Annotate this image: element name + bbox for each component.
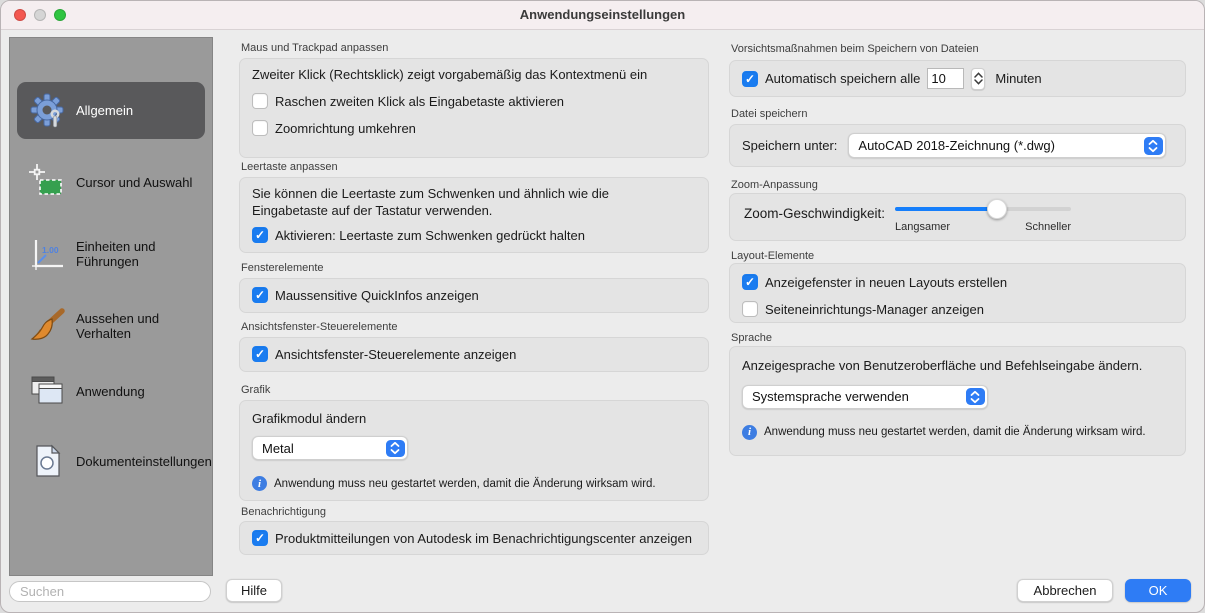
chevron-updown-icon — [966, 388, 985, 405]
section-box-viewport-controls — [239, 337, 709, 372]
checkbox-icon[interactable] — [252, 120, 268, 136]
autosave-interval-input[interactable] — [927, 68, 964, 89]
help-button[interactable]: Hilfe — [226, 579, 282, 602]
checkbox-icon[interactable]: ✓ — [742, 71, 758, 87]
section-box-zoom — [729, 193, 1186, 241]
file-format-dropdown[interactable] — [848, 133, 1166, 158]
sidebar-item-label: Einheiten und Führungen — [76, 239, 156, 269]
checkbox-label: Anzeigefenster in neuen Layouts erstellen — [765, 275, 1008, 290]
slider-thumb[interactable] — [987, 199, 1007, 219]
section-header-language: Sprache — [731, 332, 772, 344]
units-icon — [27, 235, 67, 273]
section-header-notification: Benachrichtigung — [241, 506, 327, 518]
ok-button[interactable]: OK — [1125, 579, 1191, 602]
chevron-updown-icon — [386, 440, 405, 457]
checkbox-label: Seiteneinrichtungs-Manager anzeigen — [765, 302, 984, 317]
checkbox-row-spacebar-pan[interactable] — [252, 227, 696, 244]
info-icon: i — [252, 476, 267, 491]
right-settings-column — [729, 1, 1186, 613]
language-restart-note — [742, 425, 1173, 440]
checkbox-label: Produktmitteilungen von Autodesk im Benachrichtigungscenter anzeigen — [275, 530, 692, 546]
sidebar-item-label: Allgemein — [76, 103, 134, 118]
checkbox-icon[interactable]: ✓ — [252, 287, 268, 303]
sidebar-item-label: Aussehen und Verhalten — [76, 311, 160, 341]
sidebar-item-aussehen-und-verhalten[interactable] — [10, 298, 212, 354]
note-text: Anwendung muss neu gestartet werden, damit die Änderung wirksam wird. — [274, 477, 656, 490]
autosave-unit-label: Minuten — [995, 71, 1042, 86]
section-box-spacebar — [239, 177, 709, 253]
appearance-icon — [27, 307, 67, 345]
info-icon: i — [742, 425, 757, 440]
checkbox-row-viewport-controls[interactable] — [252, 346, 516, 363]
mouse-description: Zweiter Klick (Rechtsklick) zeigt vorgabemäßig das Kontextmenü ein — [252, 67, 648, 82]
svg-text:1.00: 1.00 — [42, 245, 59, 255]
sidebar-item-allgemein[interactable] — [10, 82, 212, 139]
checkbox-icon[interactable] — [742, 301, 758, 317]
dropdown-selected-value: AutoCAD 2018-Zeichnung (*.dwg) — [858, 138, 1055, 153]
section-header-viewport-controls: Ansichtsfenster-Steuerelemente — [241, 321, 398, 333]
cursor-selection-icon — [27, 163, 67, 201]
checkbox-icon[interactable] — [252, 93, 268, 109]
close-button[interactable] — [14, 9, 26, 21]
slider-max-label: Schneller — [1025, 221, 1071, 233]
zoom-speed-label: Zoom-Geschwindigkeit: — [744, 206, 886, 221]
checkbox-label: Raschen zweiten Klick als Eingabetaste aktivieren — [275, 93, 565, 109]
section-header-zoom: Zoom-Anpassung — [731, 179, 818, 191]
section-box-graphics — [239, 400, 709, 501]
section-box-notification — [239, 521, 709, 555]
section-box-file-save — [729, 124, 1186, 167]
spacebar-description: Sie können die Leertaste zum Schwenken und ähnlich wie die Eingabetaste auf der Tastatur verwenden. — [252, 186, 610, 218]
sidebar-item-anwendung[interactable] — [10, 370, 212, 412]
section-box-layout — [729, 263, 1186, 323]
autosave-row — [742, 68, 1042, 90]
sidebar-item-label: Dokumenteinstellungen — [76, 453, 212, 469]
save-as-label: Speichern unter: — [742, 138, 838, 153]
section-header-mouse: Maus und Trackpad anpassen — [241, 42, 389, 54]
checkbox-icon[interactable]: ✓ — [252, 346, 268, 362]
checkbox-icon[interactable]: ✓ — [252, 227, 268, 243]
sidebar — [9, 37, 213, 576]
section-header-window-elements: Fensterelemente — [241, 262, 324, 274]
graphics-restart-note — [252, 476, 696, 491]
slider-min-label: Langsamer — [895, 221, 951, 233]
section-box-mouse — [239, 58, 709, 158]
gear-icon — [27, 92, 67, 130]
cancel-button[interactable]: Abbrechen — [1017, 579, 1113, 602]
checkbox-row-quick-second-click[interactable] — [252, 93, 696, 110]
section-header-autosave: Vorsichtsmaßnahmen beim Speichern von Dateien — [731, 43, 979, 55]
checkbox-label: Aktivieren: Leertaste zum Schwenken gedrückt halten — [275, 228, 586, 243]
search-input[interactable] — [9, 581, 211, 602]
checkbox-row-reverse-zoom[interactable] — [252, 120, 696, 137]
checkbox-row-page-setup-manager[interactable] — [742, 301, 1173, 318]
section-box-language — [729, 346, 1186, 456]
stepper-control[interactable] — [971, 68, 985, 90]
sidebar-search — [9, 581, 211, 602]
sidebar-item-cursor-und-auswahl[interactable] — [10, 156, 212, 208]
dropdown-selected-value: Systemsprache verwenden — [752, 389, 909, 404]
sidebar-item-label: Anwendung — [76, 383, 145, 399]
traffic-lights — [14, 9, 66, 21]
window-title: Anwendungseinstellungen — [519, 7, 686, 22]
section-box-autosave — [729, 60, 1186, 97]
section-header-graphics: Grafik — [241, 384, 271, 396]
document-icon — [27, 442, 67, 480]
slider-fill — [895, 207, 997, 211]
checkbox-icon[interactable]: ✓ — [252, 530, 268, 546]
checkbox-label: Maussensitive QuickInfos anzeigen — [275, 288, 479, 303]
sidebar-item-label: Cursor und Auswahl — [76, 174, 193, 190]
graphics-module-label: Grafikmodul ändern — [252, 411, 367, 426]
section-box-window-elements — [239, 278, 709, 313]
language-dropdown[interactable] — [742, 385, 988, 409]
checkbox-label: Zoomrichtung umkehren — [275, 120, 416, 136]
sidebar-item-einheiten-und-fuehrungen[interactable] — [10, 226, 212, 282]
zoom-button[interactable] — [54, 9, 66, 21]
section-header-spacebar: Leertaste anpassen — [241, 161, 338, 173]
section-header-file-save: Datei speichern — [731, 108, 808, 120]
note-text: Anwendung muss neu gestartet werden, damit die Änderung wirksam wird. — [764, 426, 1146, 438]
checkbox-label: Ansichtsfenster-Steuerelemente anzeigen — [275, 347, 517, 362]
minimize-button[interactable] — [34, 9, 46, 21]
dropdown-selected-value: Metal — [262, 440, 294, 456]
language-description: Anzeigesprache von Benutzeroberfläche und Befehlseingabe ändern. — [742, 358, 1143, 373]
sidebar-item-dokumenteinstellungen[interactable] — [10, 440, 212, 482]
section-header-layout: Layout-Elemente — [731, 250, 815, 262]
middle-settings-column — [239, 1, 709, 613]
autosave-label: Automatisch speichern alle — [765, 71, 921, 86]
graphics-module-dropdown[interactable] — [252, 436, 408, 460]
slider-labels — [895, 221, 1071, 233]
checkbox-icon[interactable]: ✓ — [742, 274, 758, 290]
checkbox-row-rollover-tooltips[interactable] — [252, 287, 479, 304]
application-icon — [27, 372, 67, 410]
chevron-updown-icon — [1144, 137, 1163, 155]
checkbox-row-product-news[interactable] — [252, 530, 692, 547]
checkbox-row-create-viewports[interactable] — [742, 274, 1173, 291]
